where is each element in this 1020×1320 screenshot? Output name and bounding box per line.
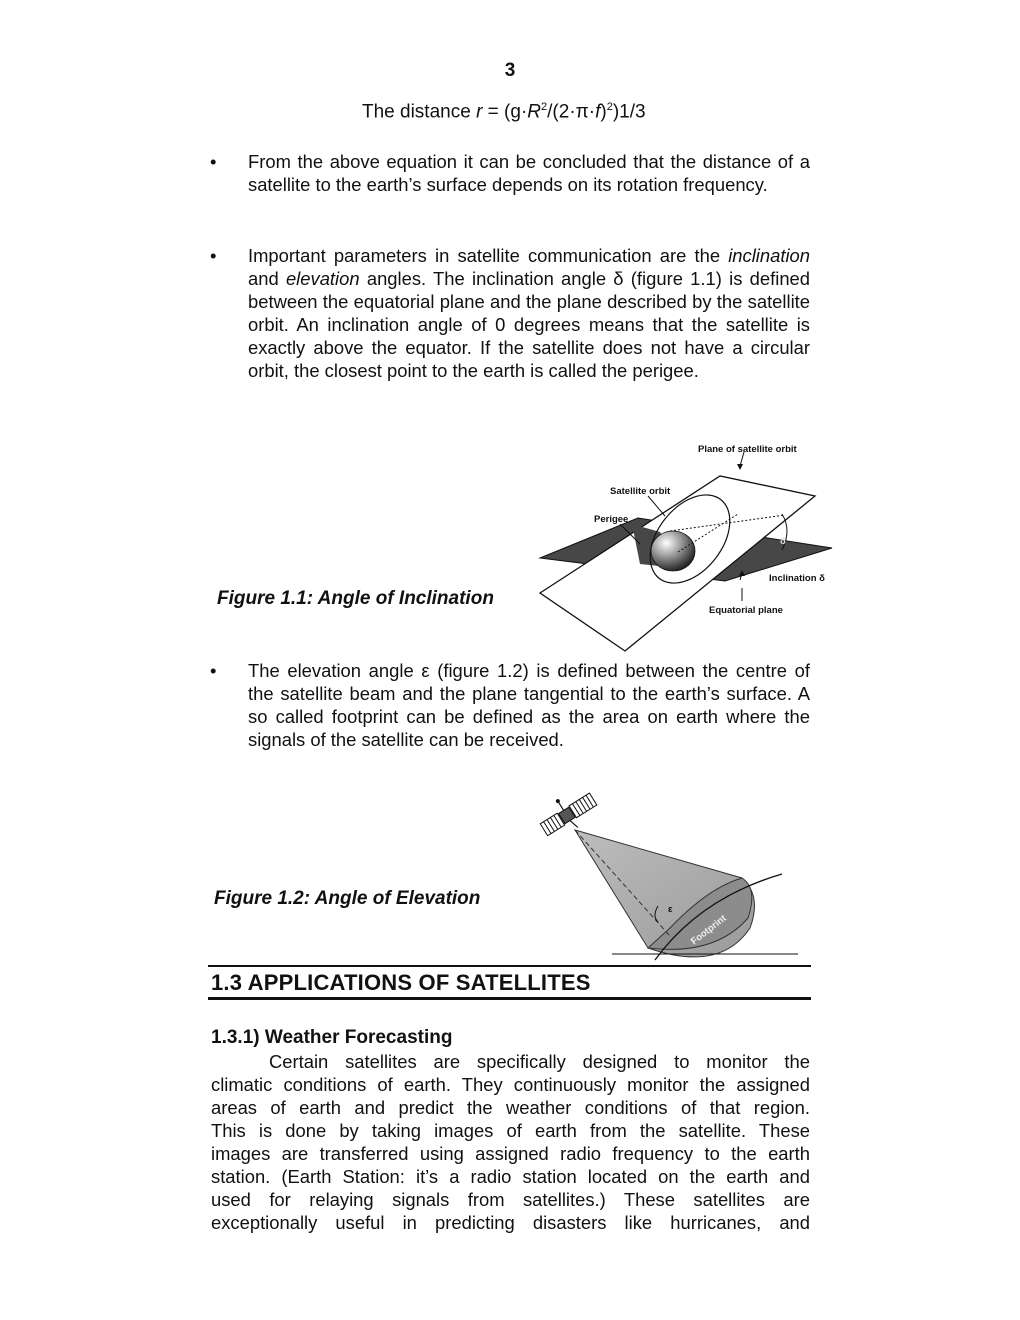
paragraph-line: images are transferred using assigned radio frequency to the earth	[211, 1143, 810, 1164]
paragraph-line: This is done by taking images of earth from the satellite. These	[211, 1120, 810, 1141]
bullet-item	[210, 244, 810, 382]
section-top-rule	[208, 965, 811, 967]
paragraph-line: climatic conditions of earth. They continuously monitor the assigned	[211, 1074, 810, 1095]
paragraph-line: Certain satellites are specifically designed to monitor the	[269, 1051, 810, 1072]
figure-2-diagram	[530, 778, 820, 960]
subsection-heading: 1.3.1) Weather Forecasting	[211, 1027, 453, 1048]
figure-1-diagram	[520, 436, 840, 656]
bullet-text: The elevation angle ε (figure 1.2) is defined between the centre of the satellite beam and the plane tangential to the earth’s surface. A so called footprint can be defined as the area on earth where the signals of the satellite can be received.	[248, 660, 810, 750]
section-bottom-rule	[208, 997, 811, 1000]
bullet-text: Important parameters in satellite communication are the inclination and elevation angles. The inclination angle δ (figure 1.1) is defined between the equatorial plane and the plane described by the satellite orbit. An inclination angle of 0 degrees means that the satellite is exactly above the equator. If the satellite does not have a circular orbit, the closest point to the earth is called the perigee.	[248, 245, 811, 381]
satellite-orbit-label: Satellite orbit	[610, 486, 671, 497]
footprint-label: Footprint	[688, 912, 729, 948]
paragraph-line: station. (Earth Station: it’s a radio station located on the earth and	[211, 1166, 810, 1187]
equatorial-plane-label: Equatorial plane	[709, 605, 783, 616]
distance-equation: The distance $r = (g\cdot R^2/(2\cdot\pi\cdot f)^2)1/3$	[362, 101, 646, 123]
inclination-label: Inclination δ	[769, 573, 825, 584]
paragraph-line: exceptionally useful in predicting disasters like hurricanes, and	[211, 1212, 810, 1233]
plane-of-orbit-label: Plane of satellite orbit	[698, 444, 797, 455]
page-number: 3	[504, 60, 516, 81]
weather-forecasting-paragraph	[211, 1050, 810, 1234]
section-heading: 1.3 APPLICATIONS OF SATELLITES	[211, 970, 591, 995]
figure-2-caption: Figure 1.2: Angle of Elevation	[214, 888, 481, 909]
delta-symbol: δ	[780, 536, 786, 547]
bullet-symbol: •	[210, 660, 217, 681]
perigee-label: Perigee	[594, 514, 629, 525]
bullet-symbol: •	[210, 151, 217, 172]
paragraph-line: areas of earth and predict the weather conditions of that region.	[211, 1097, 810, 1118]
earth-shape	[651, 531, 695, 571]
paragraph-line: used for relaying signals from satellites.) These satellites are	[211, 1189, 810, 1210]
epsilon-symbol: ε	[668, 904, 673, 915]
bullet-item	[210, 150, 810, 196]
bullet-text: From the above equation it can be concluded that the distance of a satellite to the earth’s surface depends on its rotation frequency.	[248, 151, 810, 195]
figure-1-caption: Figure 1.1: Angle of Inclination	[217, 588, 494, 609]
bullet-item	[210, 659, 810, 751]
bullet-symbol: •	[210, 245, 217, 266]
